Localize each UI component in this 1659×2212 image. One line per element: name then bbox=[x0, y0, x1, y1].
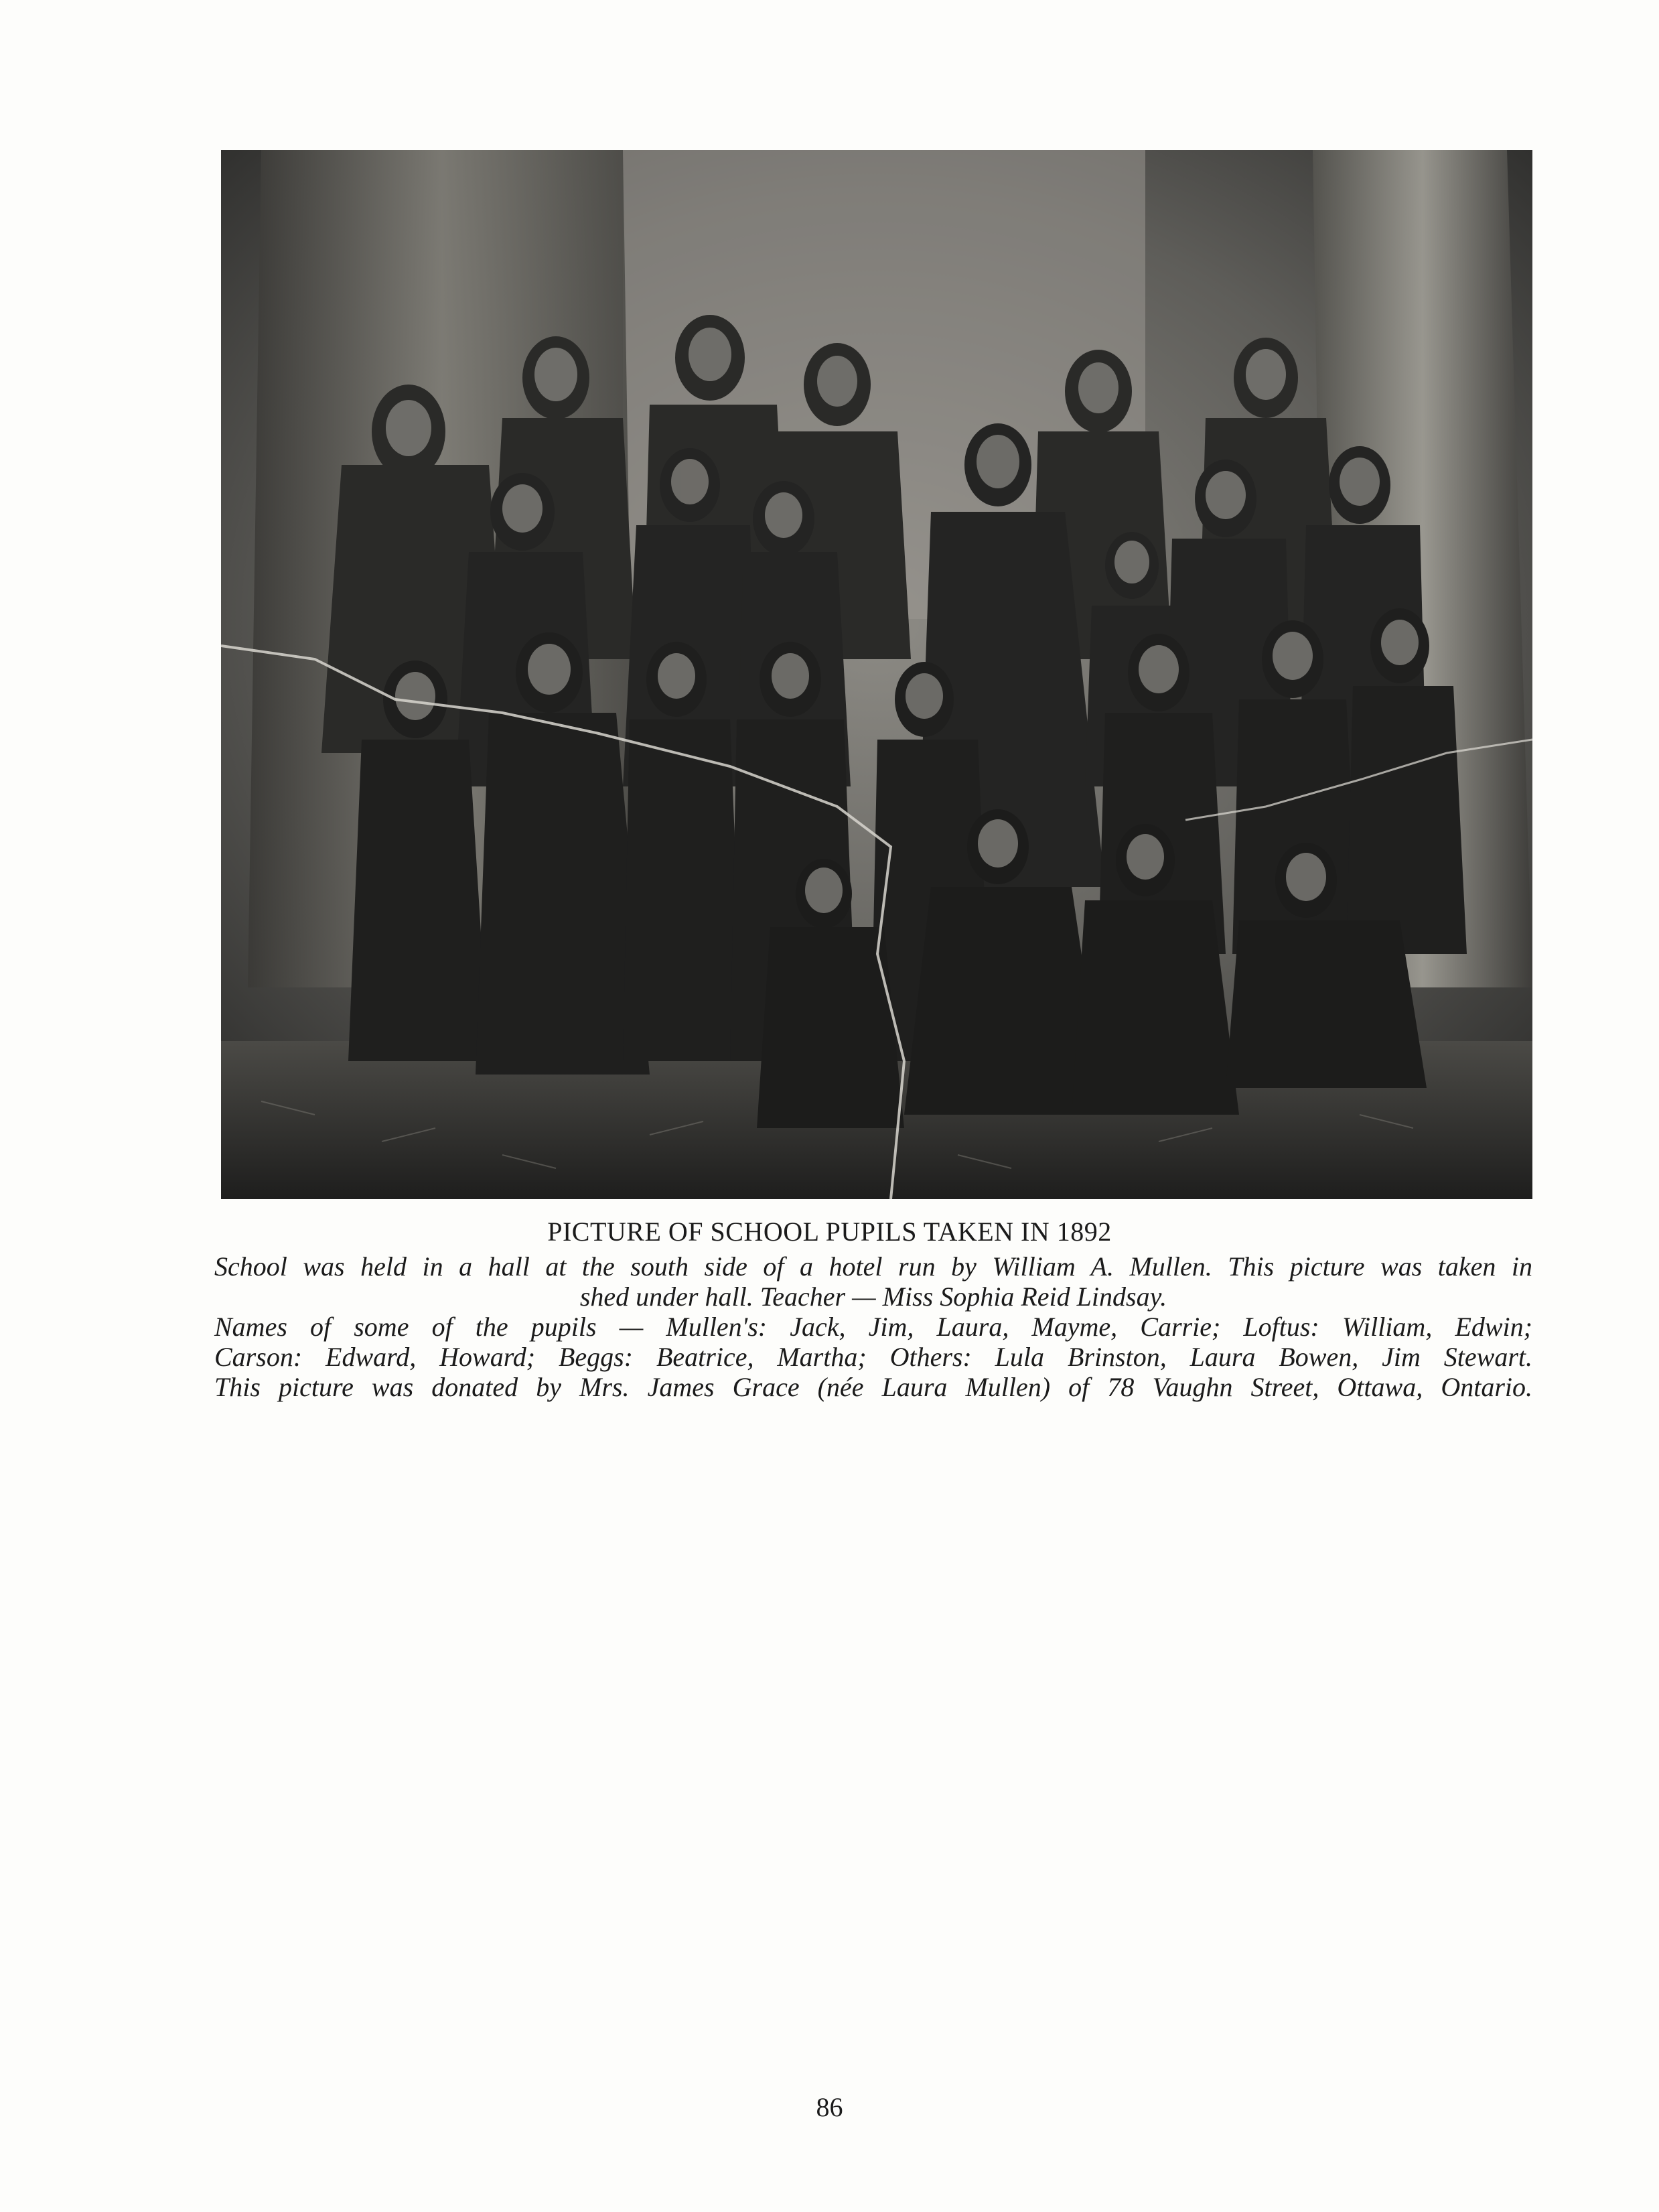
photograph-image bbox=[221, 150, 1532, 1199]
caption-line-1: School was held in a hall at the south side of a hotel run by William A. Mullen. This picture was taken in bbox=[214, 1251, 1532, 1282]
caption-line-2: shed under hall. Teacher — Miss Sophia Reid Lindsay. bbox=[579, 1282, 1167, 1312]
school-group-photograph bbox=[221, 150, 1532, 1199]
caption-line-4: Carson: Edward, Howard; Beggs: Beatrice, Martha; Others: Lula Brinston, Laura Bowen, Jim Stewart. bbox=[214, 1342, 1532, 1372]
caption-line-5: This picture was donated by Mrs. James Grace (née Laura Mullen) of 78 Vaughn Street, Ottawa, Ontario. bbox=[214, 1372, 1532, 1402]
caption-title: PICTURE OF SCHOOL PUPILS TAKEN IN 1892 bbox=[547, 1217, 1112, 1247]
caption-line-3: Names of some of the pupils — Mullen's: Jack, Jim, Laura, Mayme, Carrie; Loftus: William, Edwin; bbox=[214, 1312, 1532, 1342]
page-number: 86 bbox=[816, 2092, 843, 2122]
caption-body bbox=[214, 1251, 1532, 1402]
